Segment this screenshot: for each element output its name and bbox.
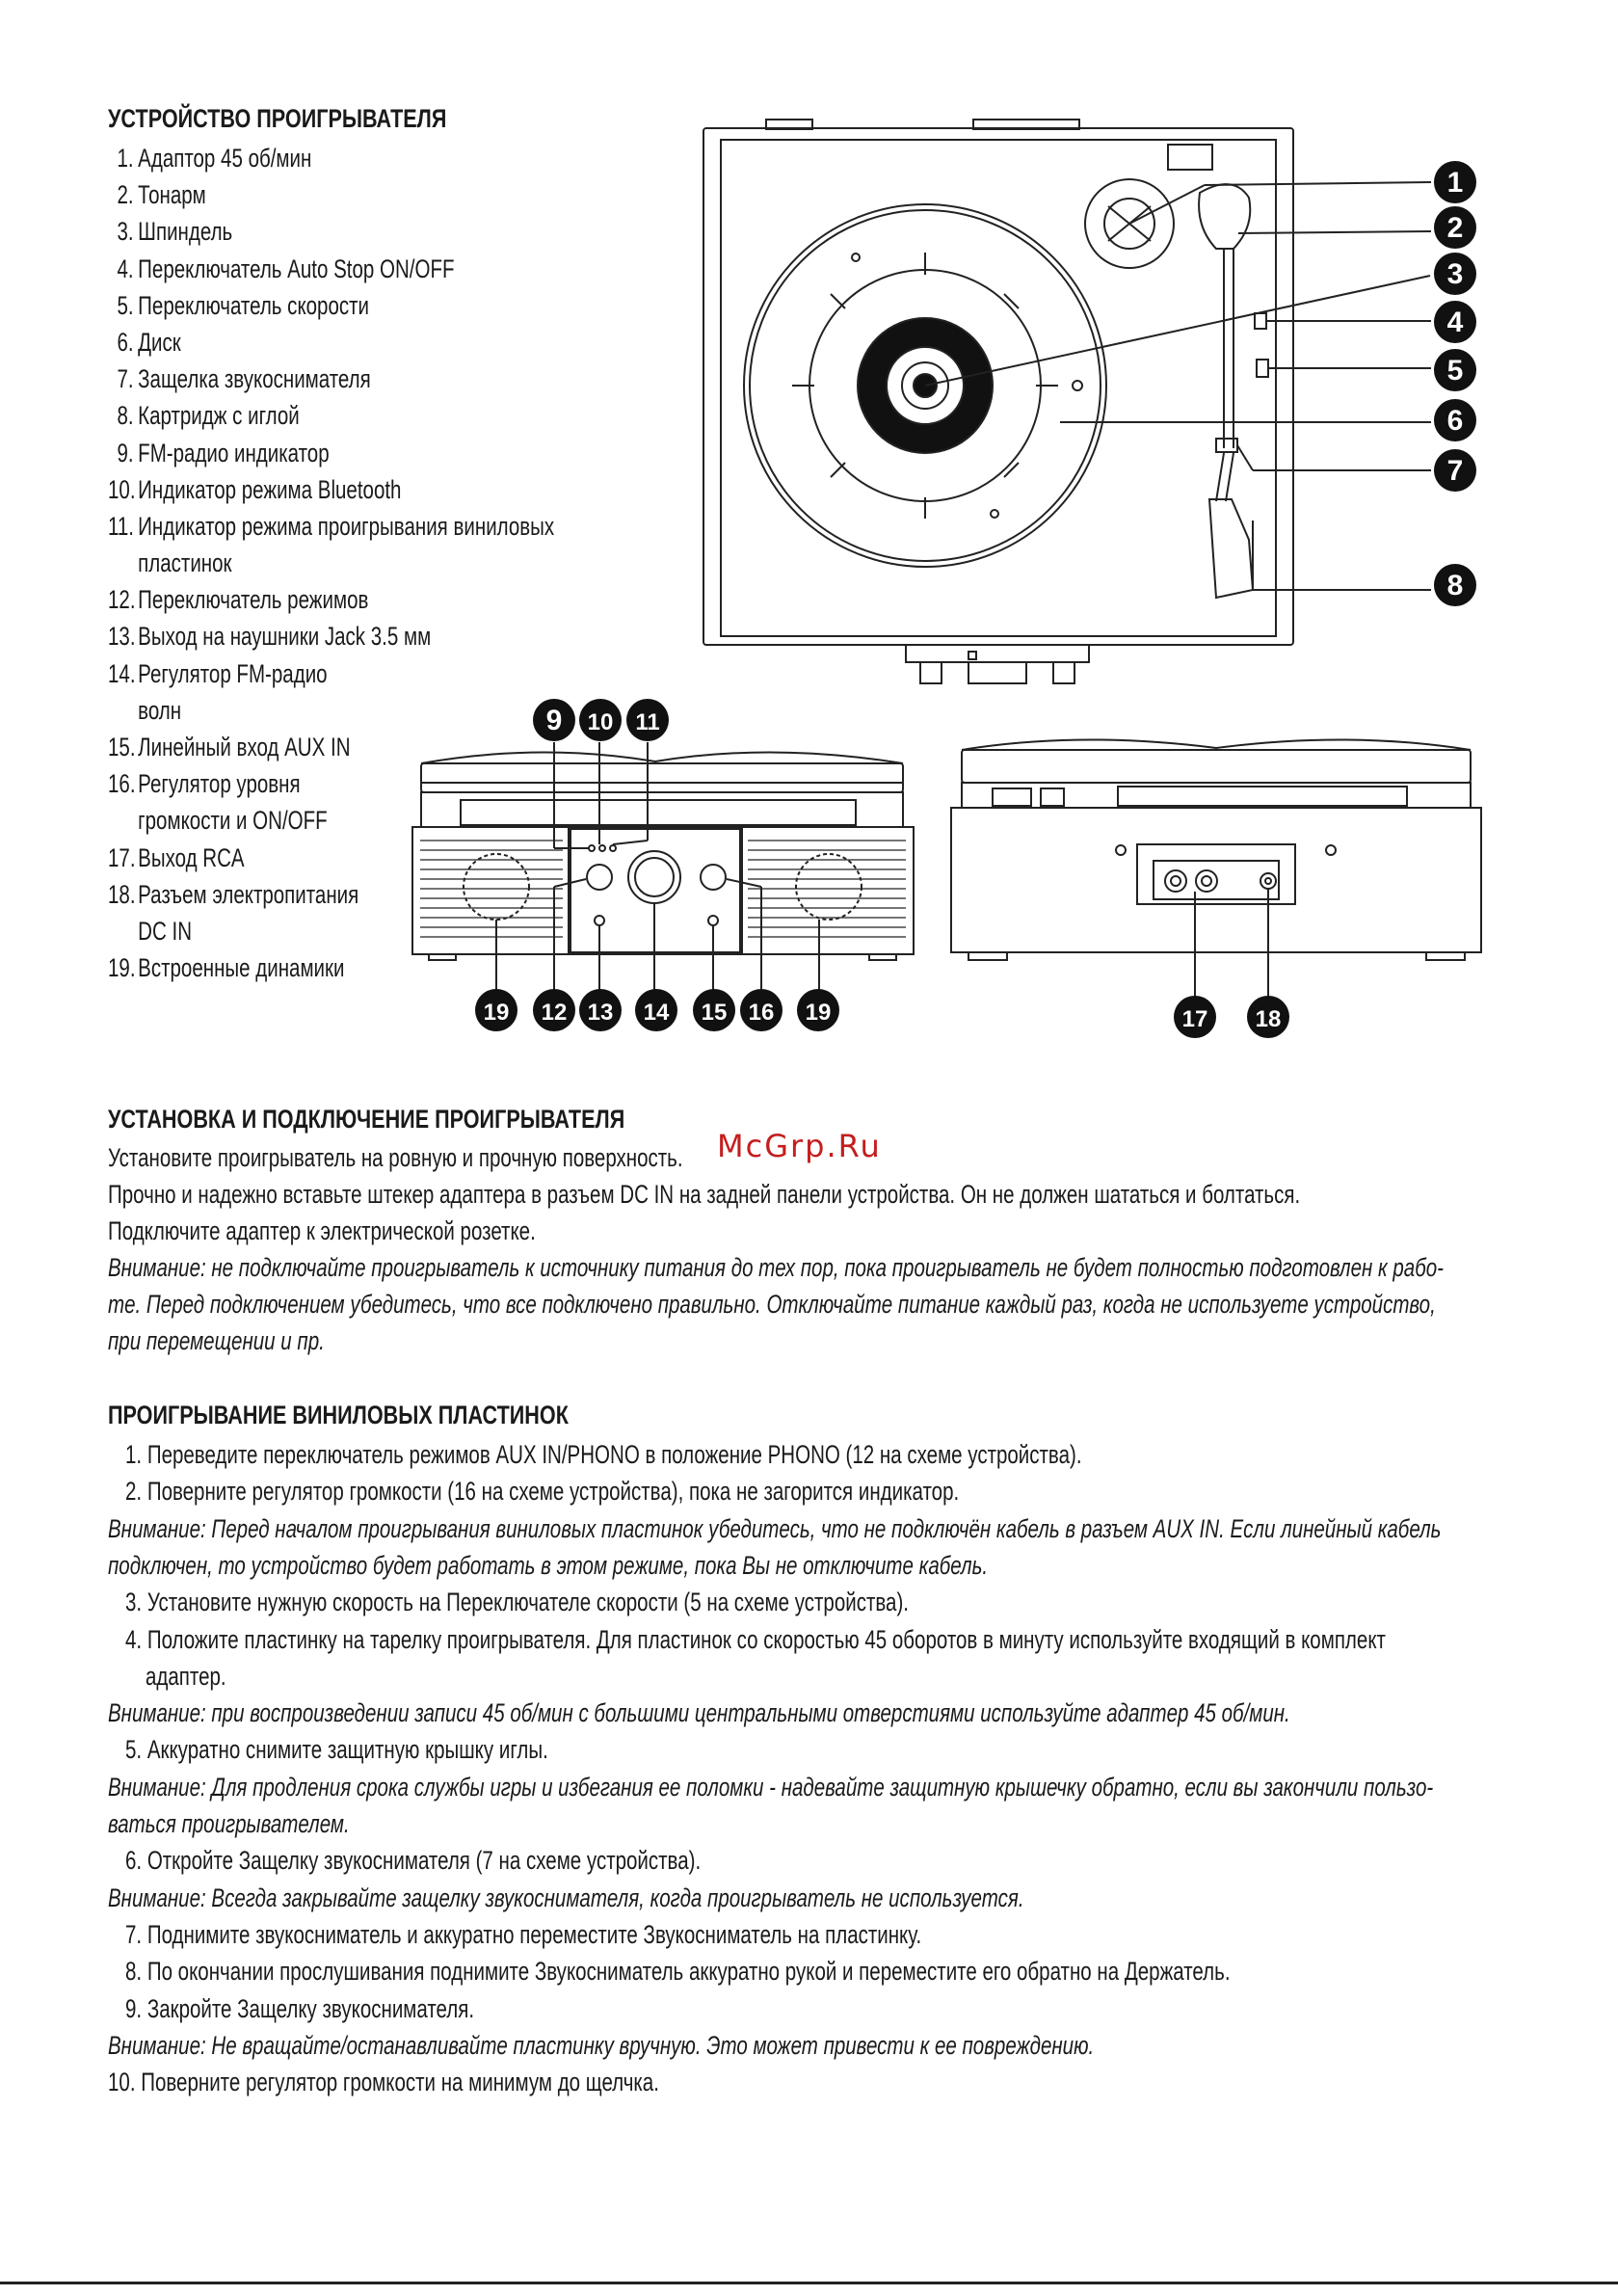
playback-step-line: адаптер. — [146, 1661, 226, 1691]
parts-list-text: Выход на наушники Jack 3.5 мм — [138, 622, 432, 652]
parts-list-number: 7. — [117, 364, 134, 394]
playback-step-line: 8. По окончании прослушивания поднимите Звукосниматель аккуратно рукой и переместите его обратно на Держатель. — [125, 1957, 1231, 1987]
parts-list-number: 13. — [108, 622, 136, 652]
parts-list-number: 2. — [117, 180, 134, 210]
callout-number: 14 — [643, 1000, 670, 1026]
parts-list-text: Переключатель режимов — [138, 585, 369, 615]
callout-number: 13 — [587, 1000, 614, 1026]
playback-warning-line: Внимание: Перед началом проигрывания виниловых пластинок убедитесь, что не подключён кабель в разъем AUX IN. Если линейный кабель — [108, 1513, 1442, 1543]
parts-list-text: громкости и ON/OFF — [138, 806, 328, 836]
callout-number: 10 — [587, 709, 614, 735]
parts-list-text: Регулятор FM-радио — [138, 658, 328, 688]
callout-number: 12 — [541, 1000, 568, 1026]
callout-number: 4 — [1446, 307, 1464, 338]
parts-list-text: Линейный вход AUX IN — [138, 733, 351, 761]
playback-warning-line: подключен, то устройство будет работать в этом режиме, пока Вы не отключите кабель. — [108, 1550, 989, 1580]
callout-number: 8 — [1446, 570, 1464, 601]
parts-list-number: 11. — [108, 511, 135, 541]
callout-number: 1 — [1446, 167, 1464, 199]
device-diagram — [0, 0, 1618, 1060]
install-section-title: УСТАНОВКА И ПОДКЛЮЧЕНИЕ ПРОИГРЫВАТЕЛЯ — [108, 1105, 625, 1134]
watermark: McGrp.Ru — [717, 1128, 882, 1164]
callout-number: 3 — [1446, 258, 1464, 290]
parts-list-text: Шпиндель — [138, 217, 233, 247]
parts-list-text: FM-радио индикатор — [138, 438, 330, 467]
playback-step-line: 7. Поднимите звукосниматель и аккуратно переместите Звукосниматель на пластинку. — [125, 1919, 922, 1949]
install-warning-line-1: Внимание: не подключайте проигрыватель к источнику питания до тех пор, пока проигрыватель не будет полностью подготовлен к рабо- — [108, 1253, 1445, 1282]
install-paragraph-1: Установите проигрыватель на ровную и прочную поверхность. — [108, 1143, 683, 1172]
callout-number: 18 — [1255, 1006, 1282, 1032]
callout-number: 16 — [748, 1000, 775, 1026]
parts-list-number: 5. — [117, 290, 134, 320]
parts-list-text: Выход RCA — [138, 842, 245, 872]
install-paragraph-3: Подключите адаптер к электрической розетке. — [108, 1216, 536, 1245]
parts-list-number: 14. — [108, 658, 136, 688]
callout-number: 11 — [635, 709, 660, 735]
device-section-title: УСТРОЙСТВО ПРОИГРЫВАТЕЛЯ — [108, 104, 447, 133]
parts-list-text: Встроенные динамики — [138, 953, 345, 983]
callout-number: 2 — [1446, 212, 1464, 244]
parts-list-number: 4. — [117, 254, 134, 283]
parts-list-number: 18. — [108, 879, 136, 909]
parts-list-text: Защелка звукоснимателя — [138, 364, 371, 394]
callout-number: 15 — [701, 1000, 728, 1026]
playback-step-line: 5. Аккуратно снимите защитную крышку иглы. — [125, 1735, 548, 1765]
parts-list-text: Индикатор режима проигрывания виниловых — [138, 511, 555, 541]
callout-number: 7 — [1446, 455, 1464, 487]
playback-warning-line: Внимание: Не вращайте/останавливайте пластинку вручную. Это может привести к ее повреждению. — [108, 2030, 1095, 2060]
front-view — [412, 752, 914, 960]
parts-list-text: Переключатель Auto Stop ON/OFF — [138, 254, 455, 283]
parts-list-text: Индикатор режима Bluetooth — [138, 474, 402, 504]
playback-warning-line: ваться проигрывателем. — [108, 1809, 350, 1838]
parts-list-number: 19. — [108, 953, 136, 983]
playback-section-title: ПРОИГРЫВАНИЕ ВИНИЛОВЫХ ПЛАСТИНОК — [108, 1401, 569, 1429]
callout-number: 9 — [545, 705, 563, 736]
parts-list-text: Разъем электропитания — [138, 879, 359, 909]
parts-list-text: Адаптор 45 об/мин — [138, 144, 312, 173]
parts-list-text: Регулятор уровня — [138, 769, 301, 799]
parts-list-number: 16. — [108, 769, 136, 799]
callout-number: 17 — [1181, 1006, 1208, 1032]
playback-step-line: 2. Поверните регулятор громкости (16 на схеме устройства), пока не загорится индикатор. — [125, 1477, 960, 1507]
parts-list-text: Переключатель скорости — [138, 290, 370, 320]
parts-list-text: DC IN — [138, 916, 193, 946]
parts-list-number: 3. — [117, 217, 134, 247]
parts-list-text: Картридж с иглой — [138, 401, 300, 431]
install-warning-line-3: при перемещении и пр. — [108, 1326, 325, 1355]
install-warning-line-2: те. Перед подключением убедитесь, что все подключено правильно. Отключайте питание каждый раз, когда не используете устройство, — [108, 1290, 1436, 1319]
playback-warning-line: Внимание: при воспроизведении записи 45 об/мин с большими центральными отверстиями используйте адаптер 45 об/мин. — [108, 1698, 1290, 1728]
playback-step-line: 9. Закройте Защелку звукоснимателя. — [125, 1993, 475, 2023]
parts-list-number: 9. — [117, 438, 134, 467]
parts-list-number: 12. — [108, 585, 136, 615]
bottom-rule — [0, 2282, 1618, 2284]
parts-list-text: Диск — [138, 327, 181, 357]
callout-number: 6 — [1446, 405, 1464, 437]
parts-list-number: 1. — [117, 144, 134, 173]
playback-warning-line: Внимание: Для продления срока службы игры и избегания ее поломки - надевайте защитную крышечку обратно, если вы закончили пользо- — [108, 1772, 1434, 1802]
parts-list-number: 8. — [117, 401, 134, 431]
callout-number: 19 — [805, 1000, 832, 1026]
playback-step-line: 10. Поверните регулятор громкости на минимум до щелчка. — [108, 2068, 659, 2097]
parts-list-text: волн — [138, 695, 182, 725]
playback-step-line: 6. Откройте Защелку звукоснимателя (7 на схеме устройства). — [125, 1846, 702, 1876]
playback-step-line: 3. Установите нужную скорость на Переключателе скорости (5 на схеме устройства). — [125, 1588, 909, 1617]
playback-warning-line: Внимание: Всегда закрывайте защелку звукоснимателя, когда проигрыватель не используется. — [108, 1882, 1024, 1912]
parts-list-number: 10. — [108, 474, 136, 504]
parts-list-text: пластинок — [138, 548, 232, 578]
install-paragraph-2: Прочно и надежно вставьте штекер адаптера в разъем DC IN на задней панели устройства. Он не должен шататься и болтаться. — [108, 1180, 1301, 1209]
top-view — [703, 120, 1293, 683]
playback-step-line: 1. Переведите переключатель режимов AUX IN/PHONO в положение PHONO (12 на схеме устройства). — [125, 1440, 1082, 1469]
back-view — [951, 739, 1481, 960]
parts-list-number: 17. — [108, 842, 136, 872]
callout-number: 5 — [1446, 355, 1464, 387]
parts-list-text: Тонарм — [138, 180, 206, 210]
parts-list-number: 15. — [108, 733, 136, 761]
playback-step-line: 4. Положите пластинку на тарелку проигрывателя. Для пластинок со скоростью 45 оборотов в минуту используйте входящий в комплект — [125, 1624, 1386, 1654]
parts-list-number: 6. — [117, 327, 134, 357]
callout-number: 19 — [483, 1000, 510, 1026]
